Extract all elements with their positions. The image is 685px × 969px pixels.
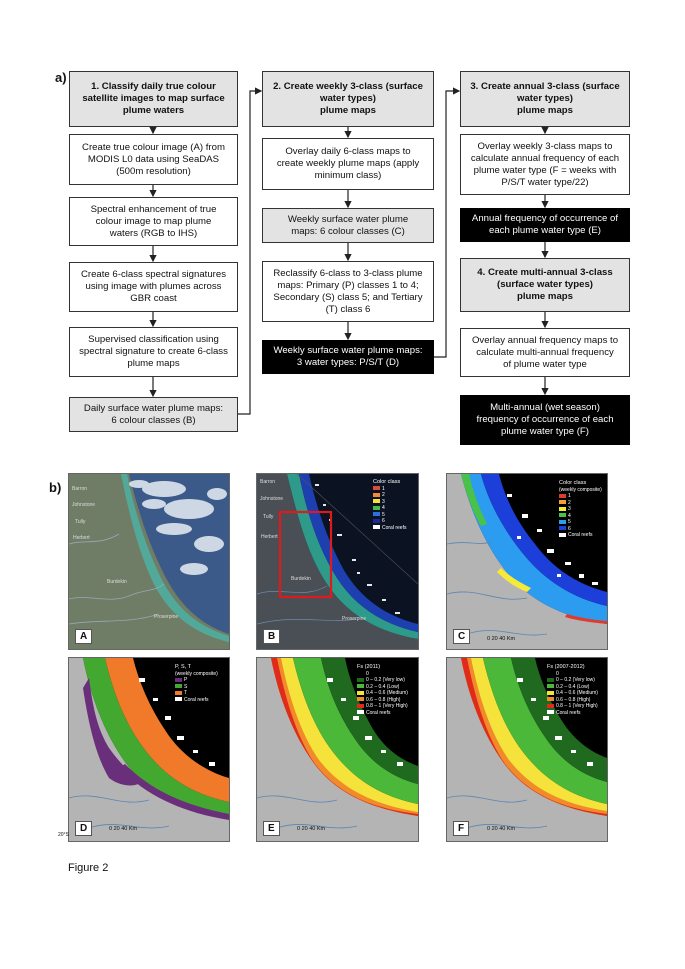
legend-swatch [373, 525, 380, 529]
panel-label-c: C [453, 629, 470, 644]
legend-label: 0 – 0.2 (Very low) [556, 677, 595, 683]
panel-label-f: F [453, 821, 469, 836]
map-panel-a [68, 473, 230, 650]
scale-bar-d: 0 20 40 Km [109, 826, 138, 832]
text-line: waters (RGB to IHS) [109, 227, 198, 239]
panel-label-a: A [75, 629, 92, 644]
town-label-burdekin: Burdekin [107, 579, 127, 585]
text-line: satellite images to map surface [82, 93, 225, 104]
town-label-barron: Barron [72, 486, 88, 492]
legend-title: P, S, T [175, 664, 192, 670]
text-line: calculate annual frequency of each [470, 152, 620, 164]
legend-label: 6 [568, 525, 571, 532]
town-label-proserpine: Proserpine [342, 616, 367, 622]
legend-swatch [175, 697, 182, 701]
legend-swatch [373, 486, 380, 490]
legend-label: 4 [382, 505, 385, 511]
legend-item [547, 710, 598, 717]
legend-label: 2 [568, 499, 571, 506]
text-line: Annual frequency of occurrence of [471, 213, 619, 224]
legend-subtitle: (weekly composite) [175, 670, 218, 677]
text-line: Create true colour image (A) from [82, 141, 225, 153]
legend-swatch [559, 500, 566, 504]
legend-swatch [547, 691, 554, 695]
legend-label: Coral reefs [568, 532, 593, 538]
text-line: minimum class) [314, 170, 382, 181]
text-line: Secondary (S) class 5; and Tertiary [273, 291, 423, 303]
legend-label: 0.2 – 0.4 (Low) [556, 683, 590, 690]
text-line: 3 water types: P/S/T (D) [296, 357, 400, 368]
legend-list [547, 671, 598, 717]
legend-label: 6 [382, 518, 385, 524]
text-line: water types) [517, 93, 573, 104]
legend-swatch [547, 697, 554, 701]
town-label-burdekin: Burdekin [291, 576, 311, 582]
town-label-proserpine: Proserpine [154, 614, 179, 620]
legend-swatch [547, 671, 554, 675]
scale-bar-c: 0 20 40 Km [487, 636, 516, 642]
legend-swatch [357, 697, 364, 701]
town-label-barron: Barron [260, 479, 276, 485]
text-line: Daily surface water plume maps: [83, 402, 224, 414]
map-panel-e [256, 657, 419, 842]
legend-swatch [373, 512, 380, 516]
legend-swatch [357, 671, 364, 675]
text-line: Overlay daily 6-class maps to [285, 146, 411, 157]
map-panel-b [256, 473, 419, 650]
legend-label: Coral reefs [366, 709, 391, 716]
legend-list [357, 671, 408, 717]
text-line: Weekly surface water plume [287, 213, 409, 225]
text-line: 4. Create multi-annual 3-class [477, 267, 613, 278]
legend-label: 0.8 – 1 (Very High) [556, 703, 598, 709]
text-line: plume water type (F) [501, 426, 589, 437]
legend-b [373, 479, 406, 531]
satellite-image [69, 474, 229, 649]
legend-label: 0.2 – 0.4 (Low) [366, 683, 400, 690]
text-line: Overlay annual frequency maps to [471, 334, 619, 346]
latitude-label: 20°S [58, 832, 69, 838]
scale-bar-f: 0 20 40 Km [487, 826, 516, 832]
town-label-herbert: Herbert [261, 534, 278, 540]
text-line: P/S/T water type/22) [501, 176, 589, 188]
legend-swatch [373, 493, 380, 497]
legend-label: 1 [568, 493, 571, 499]
text-line: MODIS L0 data using SeaDAS [87, 153, 220, 165]
text-line: (surface water types) [497, 279, 593, 290]
legend-label: Coral reefs [382, 524, 407, 531]
text-line: of plume water type [503, 358, 587, 370]
legend-label: 0.4 – 0.6 (Medium) [556, 690, 598, 696]
legend-swatch [357, 704, 364, 708]
text-line: Multi-annual (wet season) [490, 402, 600, 413]
legend-item [373, 525, 406, 532]
legend-swatch [559, 520, 566, 524]
text-line: plume water type (F = weeks with [473, 164, 617, 176]
legend-title: Color class [373, 479, 401, 485]
text-line: 6 colour classes (B) [111, 414, 196, 426]
text-line: plume maps [127, 358, 180, 369]
map-panel-c [446, 473, 608, 650]
legend-f [547, 664, 598, 716]
legend-label: 5 [568, 519, 571, 525]
legend-c [559, 480, 602, 539]
legend-swatch [175, 684, 182, 688]
text-line: water types) [320, 93, 376, 104]
text-line: frequency of occurrence of each [476, 414, 614, 425]
legend-label: 4 [568, 512, 571, 519]
text-line: plume maps [517, 105, 573, 116]
legend-label: 1 [382, 485, 385, 492]
legend-label: 5 [382, 511, 385, 518]
legend-swatch [547, 704, 554, 708]
legend-label: T [184, 690, 188, 696]
legend-item [357, 710, 408, 717]
text-line: Overlay weekly 3-class maps to [477, 140, 613, 152]
legend-swatch [357, 691, 364, 695]
text-line: GBR coast [130, 293, 177, 304]
legend-label: 3 [568, 506, 571, 512]
legend-item [559, 532, 602, 539]
text-line: Spectral enhancement of true [90, 203, 217, 215]
town-label-johnstone: Johnstone [72, 502, 96, 508]
legend-swatch [559, 533, 566, 537]
panel-label-b: B [263, 629, 280, 644]
legend-label: 2 [382, 492, 385, 498]
panel-label-e: E [263, 821, 280, 836]
legend-title: Fs (2011) [357, 664, 381, 670]
legend-label: 0 [556, 670, 559, 677]
panel-label-d: D [75, 821, 92, 836]
legend-swatch [357, 710, 364, 714]
legend-label: P [184, 677, 188, 683]
text-line: plume maps [320, 105, 376, 116]
text-line: 3. Create annual 3-class (surface [470, 81, 620, 92]
legend-label: Coral reefs [556, 709, 581, 716]
text-line: spectral signature to create 6-class [79, 346, 228, 357]
legend-swatch [373, 506, 380, 510]
legend-swatch [547, 684, 554, 688]
text-line: Reclassify 6-class to 3-class plume [273, 267, 423, 279]
text-line: 2. Create weekly 3-class (surface [273, 81, 423, 92]
figure-caption: Figure 2 [68, 862, 109, 874]
legend-label: 0.6 – 0.8 (High) [366, 696, 401, 703]
legend-title: Color class [559, 480, 587, 486]
town-label-herbert: Herbert [73, 535, 90, 541]
map-panel-f [446, 657, 608, 842]
legend-item [175, 697, 218, 704]
text-line: Supervised classification using [88, 334, 219, 345]
legend-label: 0.8 – 1 (Very High) [366, 703, 408, 709]
legend-swatch [175, 691, 182, 695]
text-line: Weekly surface water plume maps: [273, 345, 423, 356]
legend-swatch [373, 499, 380, 503]
legend-swatch [559, 494, 566, 498]
town-label-johnstone: Johnstone [260, 496, 284, 502]
map-panel-d [68, 657, 230, 842]
text-line: create weekly plume maps (apply [276, 158, 420, 169]
text-line: each plume water type (E) [489, 225, 601, 236]
text-line: 1. Classify daily true colour [91, 81, 216, 92]
text-line: colour image to map plume [95, 215, 212, 227]
legend-label: 0.6 – 0.8 (High) [556, 696, 591, 703]
legend-e [357, 664, 408, 716]
town-label-tully: Tully [263, 514, 274, 520]
scale-bar-e: 0 20 40 Km [297, 826, 326, 832]
legend-swatch [559, 507, 566, 511]
legend-label: 3 [382, 498, 385, 505]
legend-swatch [373, 519, 380, 523]
legend-swatch [547, 678, 554, 682]
text-line: (T) class 6 [325, 303, 371, 315]
legend-swatch [175, 678, 182, 682]
text-line: plume waters [122, 105, 185, 116]
legend-title: Fs (2007-2012) [547, 664, 585, 670]
legend-label: S [184, 683, 188, 690]
text-line: plume maps [517, 291, 573, 302]
text-line: calculate multi-annual frequency [476, 346, 614, 358]
legend-label: 0 – 0.2 (Very low) [366, 677, 405, 683]
legend-label: 0.4 – 0.6 (Medium) [366, 690, 408, 696]
text-line: Create 6-class spectral signatures [80, 269, 227, 280]
text-line: maps: Primary (P) classes 1 to 4; [277, 279, 419, 291]
section-a-label: a) [55, 70, 67, 85]
legend-d [175, 664, 218, 703]
legend-swatch [357, 684, 364, 688]
legend-swatch [357, 678, 364, 682]
legend-list [559, 493, 602, 539]
text-line: (500m resolution) [116, 165, 191, 177]
section-b-label: b) [49, 480, 62, 495]
text-line: using image with plumes across [85, 281, 222, 292]
legend-swatch [559, 526, 566, 530]
legend-subtitle: (weekly composite) [559, 486, 602, 493]
legend-swatch [559, 513, 566, 517]
legend-label: Coral reefs [184, 696, 209, 703]
text-line: maps: 6 colour classes (C) [291, 225, 405, 237]
legend-list [373, 486, 406, 532]
legend-swatch [547, 710, 554, 714]
town-label-tully: Tully [75, 519, 86, 525]
legend-label: 0 [366, 670, 369, 677]
legend-list [175, 677, 218, 703]
